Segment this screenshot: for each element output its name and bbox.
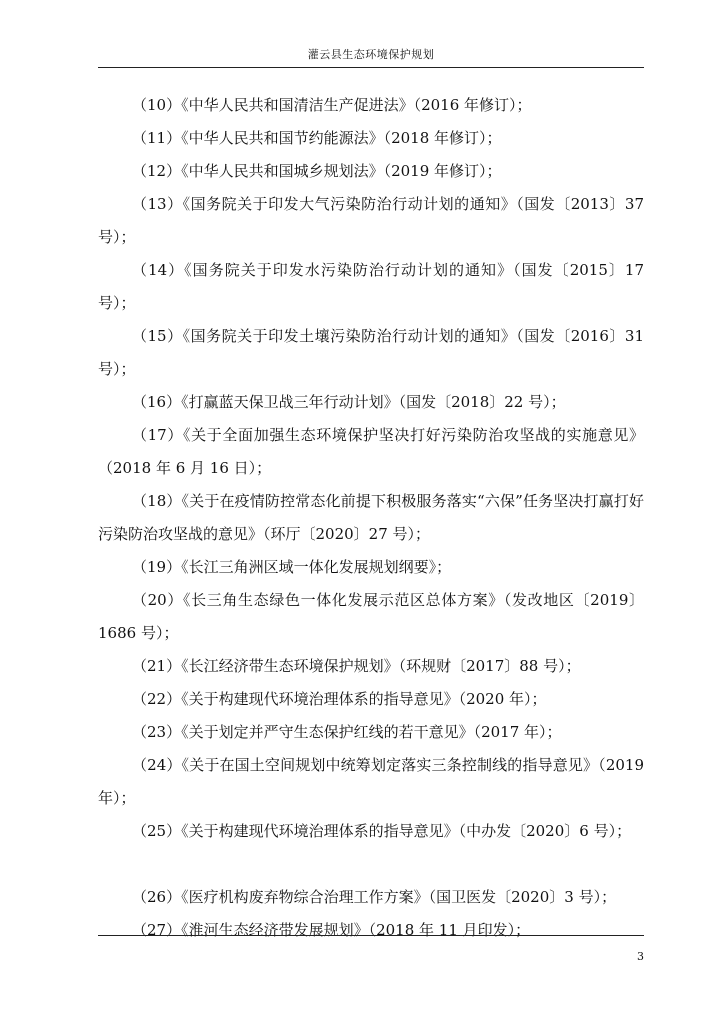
page-number: 3: [637, 950, 644, 963]
list-item: （15）《国务院关于印发土壤污染防治行动计划的通知》（国发〔2016〕31 号）；: [98, 327, 644, 378]
list-item: （16）《打赢蓝天保卫战三年行动计划》（国发〔2018〕22 号）；: [132, 393, 566, 411]
list-item: （21）《长江经济带生态环境保护规划》（环规财〔2017〕88 号）；: [132, 657, 581, 675]
list-item: （25）《关于构建现代环境治理体系的指导意见》（中办发〔2020〕6 号）；: [132, 822, 632, 840]
list-item: （18）《关于在疫情防控常态化前提下积极服务落实“六保”任务坚决打赢打好污染防治攻坚战的意见》（环厅〔2020〕27 号）；: [98, 492, 644, 543]
list-item: （24）《关于在国土空间规划中统筹划定落实三条控制线的指导意见》（2019 年）；: [98, 756, 644, 807]
list-item: （19）《长江三角洲区域一体化发展规划纲要》；: [132, 558, 452, 576]
list-item: （27）《淮河生态经济带发展规划》（2018 年 11 月印发）；: [132, 921, 531, 939]
page-header-title: 灌云县生态环境保护规划: [307, 48, 435, 61]
list-item: （23）《关于划定并严守生态保护红线的若干意见》（2017 年）；: [132, 723, 562, 741]
list-item: （10）《中华人民共和国清洁生产促进法》（2016 年修订）；: [132, 96, 532, 114]
list-item: （13）《国务院关于印发大气污染防治行动计划的通知》（国发〔2013〕37 号）；: [98, 195, 644, 246]
list-item: （20）《长三角生态绿色一体化发展示范区总体方案》（发改地区〔2019〕1686 号）；: [98, 591, 644, 642]
list-item: （22）《关于构建现代环境治理体系的指导意见》（2020 年）；: [132, 690, 547, 708]
list-item: （26）《医疗机构废弃物综合治理工作方案》（国卫医发〔2020〕3 号）；: [132, 888, 617, 906]
list-item: （12）《中华人民共和国城乡规划法》（2019 年修订）；: [132, 162, 502, 180]
list-item: （17）《关于全面加强生态环境保护坚决打好污染防治攻坚战的实施意见》（2018 年 6 月 16 日）；: [98, 426, 644, 477]
header-divider: [98, 67, 644, 68]
footer-divider: [98, 935, 644, 936]
list-item: （11）《中华人民共和国节约能源法》（2018 年修订）；: [132, 129, 502, 147]
regulation-list: [98, 89, 644, 947]
list-item: （14）《国务院关于印发水污染防治行动计划的通知》（国发〔2015〕17 号）；: [98, 261, 644, 312]
